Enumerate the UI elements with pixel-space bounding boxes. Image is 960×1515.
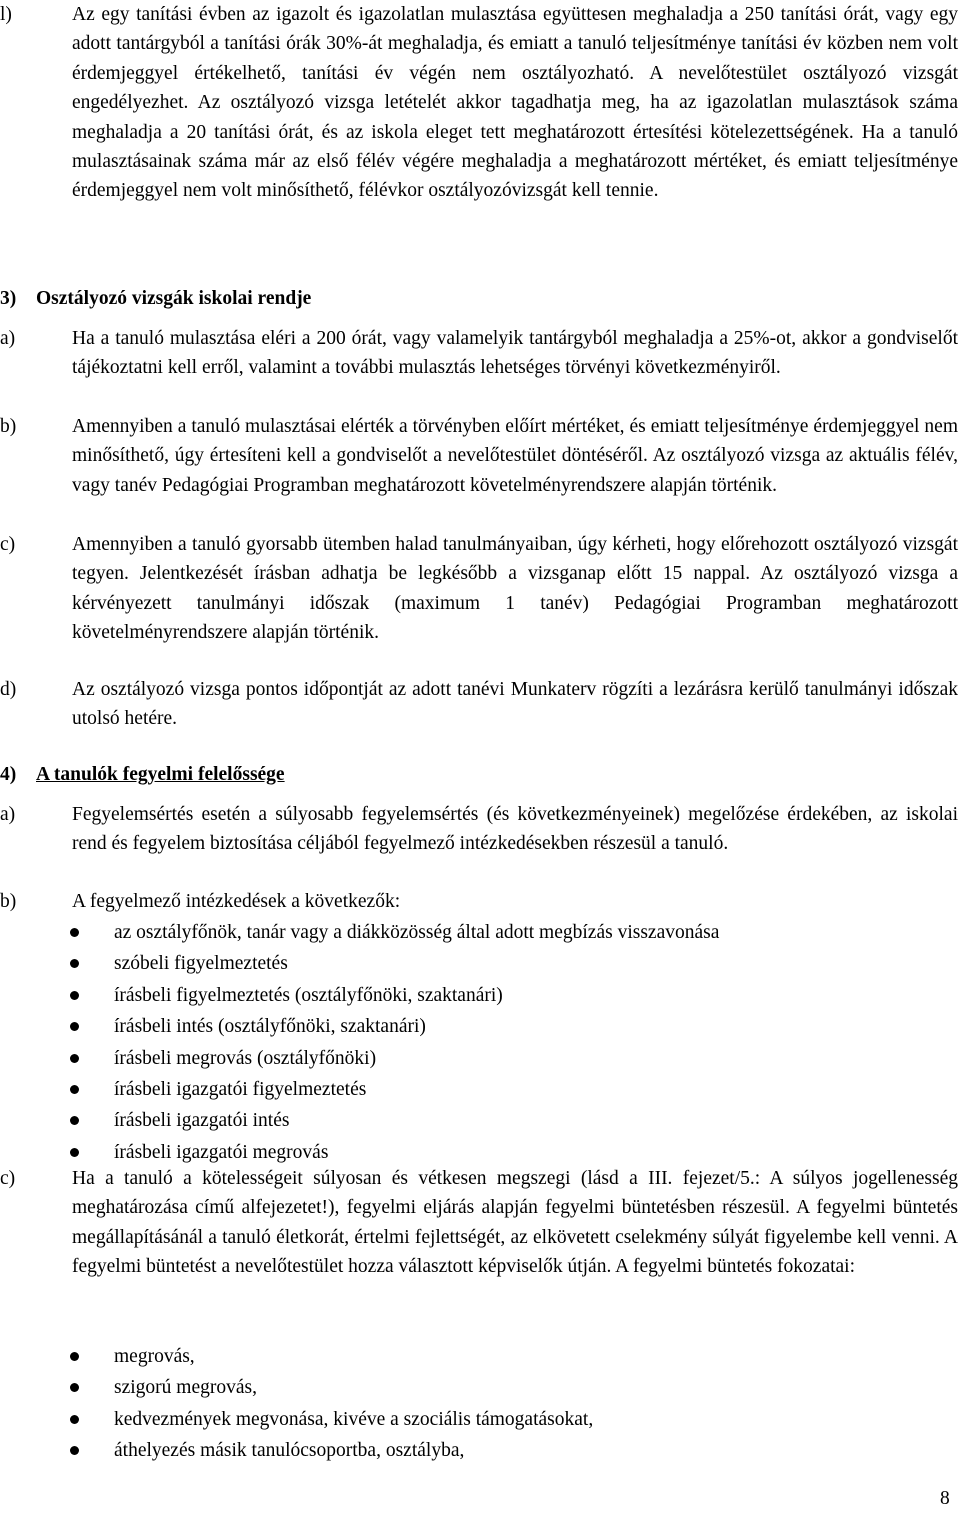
bullet-icon — [70, 928, 79, 937]
item-text: A fegyelmező intézkedések a következők: — [72, 891, 401, 912]
bullet-icon — [70, 1054, 79, 1063]
item-label: a) — [0, 804, 16, 825]
section-3-item-a — [0, 324, 958, 383]
bullet-icon — [70, 1352, 79, 1361]
section-number: 3) — [0, 288, 17, 309]
section-3-item-b — [0, 412, 958, 500]
item-label: a) — [0, 328, 16, 349]
list-item-text: írásbeli figyelmeztetés (osztályfőnöki, szaktanári) — [114, 984, 503, 1006]
section-title: A tanulók fegyelmi felelőssége — [36, 764, 285, 785]
item-text: Amennyiben a tanuló gyorsabb ütemben halad tanulmányaiban, úgy kérheti, hogy előrehozott osztályozó vizsgát tegyen. Jelentkezését írásban adhatja be legkésőbb a vizsganap előtt 15 nappal. Az osztályozó vizsga a kérvényezett tanulmányi időszak (maximum 1 tanév) Pedagógiai Programban meghatározott követelményrendszere alapján történik. — [72, 534, 958, 644]
list-item-text: kedvezmények megvonása, kivéve a szociális támogatásokat, — [114, 1408, 594, 1430]
bullet-icon — [70, 1446, 79, 1455]
list-item-text: írásbeli igazgatói figyelmeztetés — [114, 1078, 367, 1100]
list-item — [0, 1405, 958, 1436]
list-item — [0, 1075, 958, 1106]
list-item-text: írásbeli igazgatói intés — [114, 1110, 290, 1132]
list-item — [0, 1342, 958, 1373]
section-title: Osztályozó vizsgák iskolai rendje — [36, 288, 312, 309]
bullet-icon — [70, 991, 79, 1000]
list-item-text: szigorú megrovás, — [114, 1377, 257, 1399]
list-item-text: szóbeli figyelmeztetés — [114, 953, 288, 975]
list-item — [0, 1012, 958, 1043]
list-item-text: áthelyezés másik tanulócsoportba, osztályba, — [114, 1440, 465, 1462]
bullet-icon — [70, 959, 79, 968]
disciplinary-measures-list — [0, 918, 958, 1169]
bullet-icon — [70, 1383, 79, 1392]
item-text: Ha a tanuló mulasztása eléri a 200 órát, vagy valamelyik tantárgyból meghaladja a 25%-ot, akkor a gondviselőt tájékoztatni kell erről, valamint a további mulasztás lehetséges törvényi következményiről. — [72, 328, 958, 379]
section-4-item-b — [0, 887, 958, 916]
item-label: c) — [0, 1168, 16, 1189]
disciplinary-penalties-list — [0, 1342, 958, 1468]
section-4-item-a — [0, 800, 958, 859]
item-text: Amennyiben a tanuló mulasztásai elérték a törvényben előírt mértéket, és emiatt teljesítménye érdemjeggyel nem minősíthető, úgy értesíteni kell a gondviselőt a nevelőtestület döntéséről. Az osztályozó vizsga az aktuális félév, vagy tanév Pedagógiai Programban meghatározott követelményrendszere alapján történik. — [72, 416, 958, 496]
paragraph-text: Az egy tanítási évben az igazolt és igazolatlan mulasztása együttesen meghaladja a 250 tanítási órát, vagy egy adott tantárgyból a tanítási órák 30%-át meghaladja, és emiatt a tanuló teljesítménye tanítási év közben nem volt érdemjeggyel értékelhető, tanítási év végén nem osztályozható. A nevelőtestület osztályozó vizsgát engedélyezhet. Az osztályozó vizsga letételét akkor tagadhatja meg, ha az igazolatlan mulasztások száma meghaladja a 20 tanítási órát, és az iskola eleget tett meghatározott értesítési kötelezettségének. Ha a tanuló mulasztásainak száma már az első félév végére meghaladja a meghatározott mértéket, és emiatt teljesítménye érdemjeggyel nem volt minősíthető, félévkor osztályozóvizsgát kell tennie. — [72, 4, 958, 202]
item-label: c) — [0, 534, 16, 555]
list-item-text: írásbeli megrovás (osztályfőnöki) — [114, 1047, 377, 1069]
item-label: b) — [0, 891, 17, 912]
paragraph-l — [0, 0, 958, 206]
list-item — [0, 1106, 958, 1137]
list-item-text: megrovás, — [114, 1346, 195, 1367]
item-label: l) — [0, 4, 12, 25]
bullet-icon — [70, 1022, 79, 1031]
item-label: d) — [0, 679, 17, 700]
list-item — [0, 1044, 958, 1075]
list-item-text: az osztályfőnök, tanár vagy a diákközösség által adott megbízás visszavonása — [114, 922, 720, 943]
list-item — [0, 949, 958, 980]
bullet-icon — [70, 1415, 79, 1424]
section-3-item-d — [0, 675, 958, 734]
section-number: 4) — [0, 764, 17, 785]
item-text: Fegyelemsértés esetén a súlyosabb fegyelemsértés (és következményeinek) megelőzése érdekében, az iskolai rend és fegyelem biztosítása céljából fegyelmező intézkedésekben részesül a tanuló. — [72, 804, 958, 855]
bullet-icon — [70, 1116, 79, 1125]
bullet-icon — [70, 1148, 79, 1157]
list-item — [0, 918, 958, 949]
item-text: Az osztályozó vizsga pontos időpontját az adott tanévi Munkaterv rögzíti a lezárásra kerülő tanulmányi időszak utolsó hetére. — [72, 679, 958, 730]
list-item — [0, 981, 958, 1012]
list-item — [0, 1373, 958, 1404]
list-item-text: írásbeli intés (osztályfőnöki, szaktanári) — [114, 1016, 426, 1038]
section-4-item-c — [0, 1164, 958, 1282]
page-number: 8 — [940, 1488, 950, 1509]
section-3-item-c — [0, 530, 958, 648]
list-item — [0, 1436, 958, 1467]
list-item-text: írásbeli igazgatói megrovás — [114, 1141, 329, 1163]
item-text: Ha a tanuló a kötelességeit súlyosan és vétkesen megszegi (lásd a III. fejezet/5.: A súlyos jogellenesség meghatározása című alfejezetet!), fegyelmi eljárás alapján fegyelmi büntetésben részesül. A fegyelmi büntetés megállapításánál a tanuló életkorát, értelmi fejlettségét, az elkövetett cselekmény súlyát figyelembe kell venni. A fegyelmi büntetést a nevelőtestület hozza választott képviselők útján. A fegyelmi büntetés fokozatai: — [72, 1168, 958, 1278]
item-label: b) — [0, 416, 17, 437]
bullet-icon — [70, 1085, 79, 1094]
